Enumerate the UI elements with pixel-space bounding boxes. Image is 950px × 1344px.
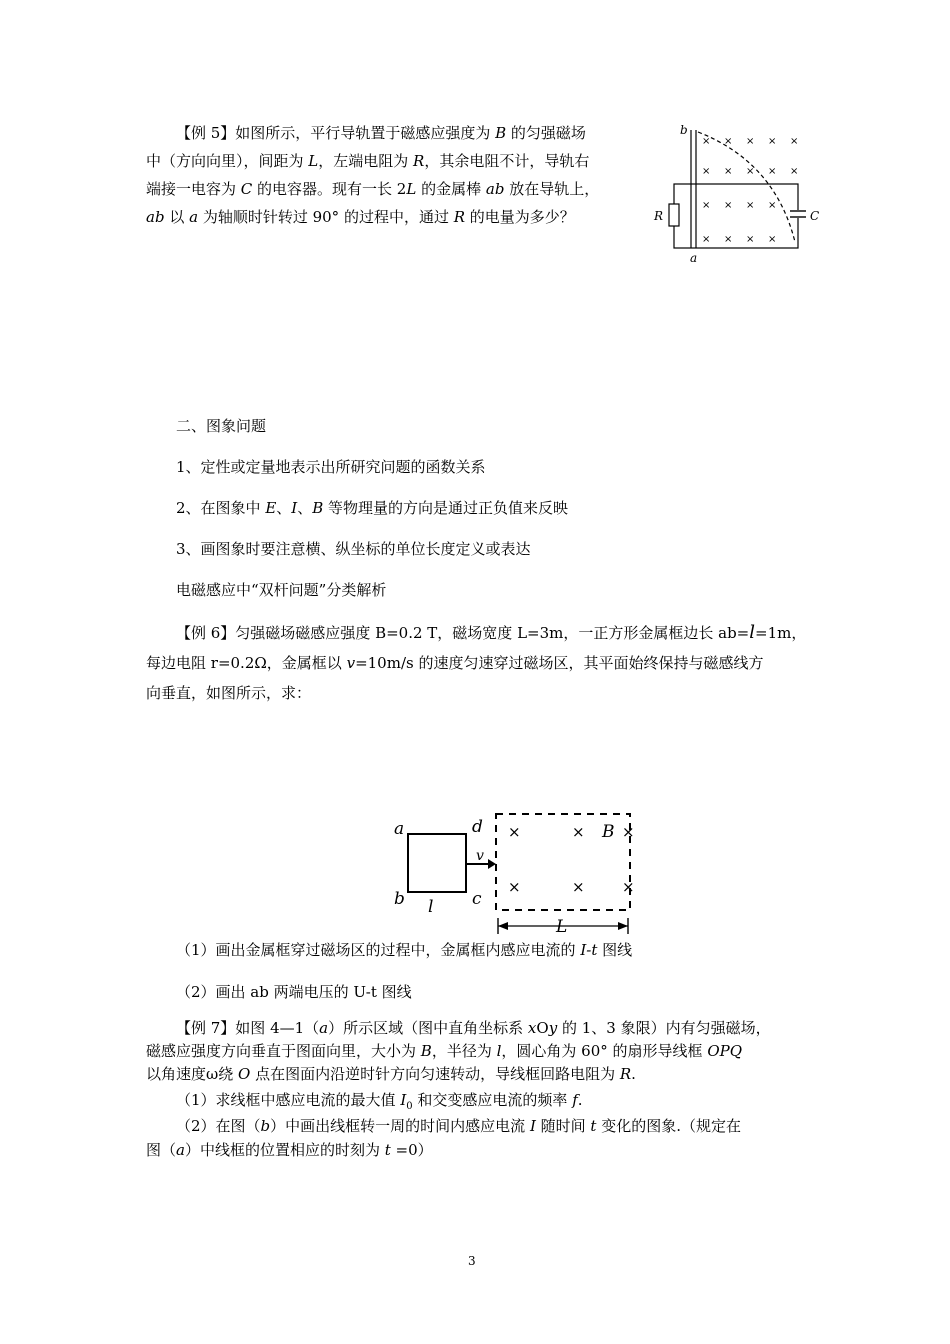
ex5-figure bbox=[640, 122, 830, 270]
field-cross: × bbox=[702, 136, 711, 147]
label-l: l bbox=[428, 897, 434, 917]
ex6-line2: 每边电阻 r=0.2Ω，金属框以 v=10m/s 的速度匀速穿过磁场区，其平面始终保持与磁感线方 bbox=[146, 654, 764, 672]
width-arrow-left bbox=[498, 922, 508, 930]
field-cross: × bbox=[572, 878, 585, 896]
field-cross: × bbox=[702, 166, 711, 177]
label-b: b bbox=[394, 889, 405, 909]
ex7-line2: 磁感应强度方向垂直于图面向里，大小为 B，半径为 l，圆心角为 60° 的扇形导线框 OPQ bbox=[146, 1042, 742, 1060]
field-cross: × bbox=[768, 166, 777, 177]
field-cross: × bbox=[622, 878, 635, 896]
ex7-question2-cont: 图（a）中线框的位置相应的时刻为 t =0） bbox=[146, 1141, 433, 1159]
field-cross: × bbox=[746, 234, 755, 245]
ex7-question2: （2）在图（b）中画出线框转一周的时间内感应电流 I 随时间 t 变化的图象.（规定在 bbox=[176, 1117, 741, 1135]
label-R: R bbox=[654, 209, 664, 223]
ex6-line1: 【例 6】匀强磁场磁感应强度 B=0.2 T，磁场宽度 L=3m，一正方形金属框边长 ab=l=1m， bbox=[176, 622, 807, 643]
field-cross: × bbox=[724, 166, 733, 177]
ex6-question1: （1）画出金属框穿过磁场区的过程中，金属框内感应电流的 I-t 图线 bbox=[176, 941, 633, 959]
label-v: v bbox=[476, 848, 484, 864]
field-cross: × bbox=[702, 234, 711, 245]
field-cross: × bbox=[790, 136, 799, 147]
field-cross: × bbox=[702, 200, 711, 211]
sec2-point2: 2、在图象中 E、I、B 等物理量的方向是通过正负值来反映 bbox=[176, 499, 569, 517]
field-cross: × bbox=[724, 136, 733, 147]
field-cross: × bbox=[508, 878, 521, 896]
field-cross: × bbox=[724, 200, 733, 211]
sec2-heading: 电磁感应中“双杆问题”分类解析 bbox=[176, 581, 387, 599]
field-cross: × bbox=[790, 166, 799, 177]
ex7-line3: 以角速度ω绕 O 点在图面内沿逆时针方向匀速转动，导线框回路电阻为 R. bbox=[146, 1065, 636, 1083]
label-d: d bbox=[472, 817, 483, 837]
rail-circuit bbox=[674, 184, 798, 248]
label-c: c bbox=[472, 889, 482, 909]
field-cross: × bbox=[746, 136, 755, 147]
field-cross: × bbox=[768, 136, 777, 147]
metal-frame bbox=[408, 834, 466, 892]
ex6-figure bbox=[388, 808, 650, 938]
label-L: L bbox=[556, 917, 568, 937]
rotation-arc bbox=[698, 132, 795, 242]
label-a: a bbox=[394, 819, 405, 839]
label-a: a bbox=[690, 251, 698, 265]
field-cross: × bbox=[508, 823, 521, 841]
field-cross: × bbox=[768, 200, 777, 211]
page-number: 3 bbox=[468, 1254, 476, 1268]
ex6-line3: 向垂直，如图所示，求： bbox=[146, 684, 312, 702]
ex5-line4: ab 以 a 为轴顺时针转过 90° 的过程中，通过 R 的电量为多少？ bbox=[146, 208, 575, 226]
width-arrow-right bbox=[618, 922, 628, 930]
ex7-line1: 【例 7】如图 4—1（a）所示区域（图中直角坐标系 xOy 的 1、3 象限）内有匀强磁场， bbox=[176, 1019, 771, 1037]
label-b: b bbox=[680, 123, 688, 137]
ex5-line3: 端接一电容为 C 的电容器。现有一长 2L 的金属棒 ab 放在导轨上， bbox=[146, 180, 600, 198]
resistor-symbol bbox=[669, 204, 679, 226]
label-B: B bbox=[602, 822, 615, 842]
field-cross: × bbox=[746, 166, 755, 177]
velocity-arrow-head bbox=[488, 859, 496, 869]
field-cross: × bbox=[768, 234, 777, 245]
label-C: C bbox=[810, 209, 820, 223]
sec2-point3: 3、画图象时要注意横、纵坐标的单位长度定义或表达 bbox=[176, 540, 531, 558]
sec2-point1: 1、定性或定量地表示出所研究问题的函数关系 bbox=[176, 458, 486, 476]
ex7-question1: （1）求线框中感应电流的最大值 $I_0$ 和交变感应电流的频率 f. bbox=[176, 1091, 583, 1112]
field-cross: × bbox=[746, 200, 755, 211]
sec2-title: 二、图象问题 bbox=[176, 417, 267, 435]
field-cross: × bbox=[622, 823, 635, 841]
ex6-question2: （2）画出 ab 两端电压的 U-t 图线 bbox=[176, 983, 412, 1001]
field-cross: × bbox=[724, 234, 733, 245]
field-cross: × bbox=[572, 823, 585, 841]
ex5-line1: 【例 5】如图所示，平行导轨置于磁感应强度为 B 的匀强磁场 bbox=[176, 124, 586, 142]
ex5-line2: 中（方向向里），间距为 L，左端电阻为 R，其余电阻不计，导轨右 bbox=[146, 152, 590, 170]
